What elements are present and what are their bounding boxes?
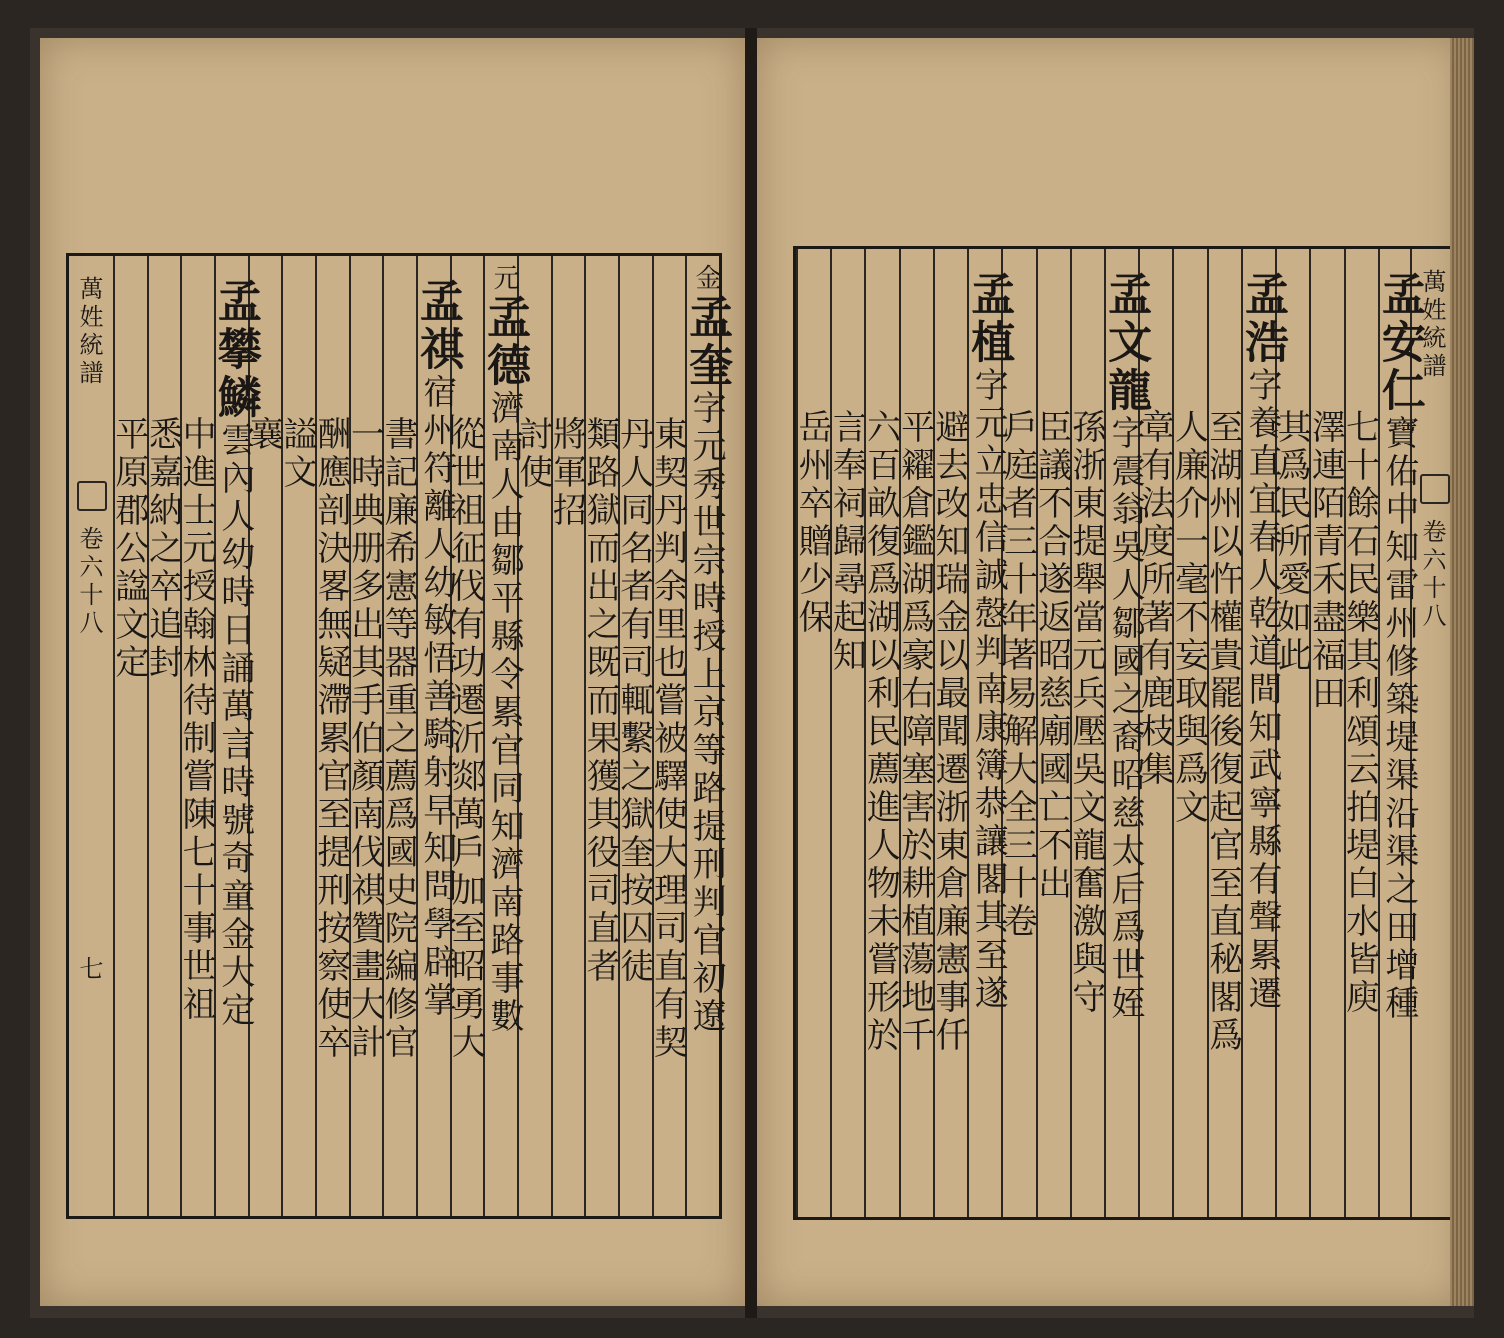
entry-text: 悉嘉納之卒追封 bbox=[142, 416, 183, 682]
entry-text: 七十餘石民樂其利頌云拍堤白水皆庾 bbox=[1339, 409, 1380, 1017]
entry-text: 從世祖征伐有功遷沂郯萬戶加至昭勇大 bbox=[445, 416, 486, 1062]
entry-text: 丹人同名者有司輒繫之獄奎按囚徒 bbox=[613, 416, 654, 986]
text-column bbox=[411, 278, 463, 1020]
text-column bbox=[1065, 409, 1106, 1017]
text-column bbox=[613, 416, 654, 986]
fishtail-mark bbox=[77, 481, 107, 511]
entry-name: 孟安仁 bbox=[1373, 271, 1425, 415]
entry-text: 臣議不合遂返昭慈廟國亡不出 bbox=[1031, 409, 1072, 903]
text-column bbox=[580, 416, 621, 986]
entry-text: 將軍招 bbox=[546, 416, 587, 530]
text-column bbox=[310, 416, 351, 1062]
text-column bbox=[176, 416, 217, 1024]
entry-text: 酬應剖決畧無疑滯累官至提刑按察使卒 bbox=[310, 416, 351, 1062]
text-column bbox=[1339, 409, 1380, 1017]
text-column bbox=[894, 409, 935, 1055]
text-column bbox=[142, 416, 183, 682]
text-column bbox=[860, 409, 901, 1055]
entry-name: 孟德 bbox=[479, 294, 531, 390]
entry-text: 襄 bbox=[243, 416, 284, 454]
entry-text: 書記廉希憲等器重之薦爲國史院編修官 bbox=[378, 416, 419, 1062]
book-gutter bbox=[745, 28, 757, 1318]
text-column bbox=[1168, 409, 1209, 827]
text-column bbox=[681, 264, 733, 1036]
right_page-margin-title: 萬姓統譜 bbox=[1418, 269, 1446, 381]
entry-name: 孟奎 bbox=[681, 294, 733, 390]
column-rule bbox=[551, 256, 553, 1216]
text-column bbox=[1305, 409, 1346, 713]
book-spread bbox=[30, 28, 1474, 1318]
entry-text: 字養直宜春人乾道間知武寧縣有聲累遷 bbox=[1242, 367, 1282, 1013]
entry-text: 謚文 bbox=[277, 416, 318, 492]
text-column bbox=[1373, 271, 1425, 1023]
entry-text: 岳州卒贈少保 bbox=[792, 409, 833, 637]
entry-text: 寶佑中知雷州修築堤渠沿渠之田增種 bbox=[1378, 415, 1419, 1023]
left_page-margin-volume: 卷六十八 bbox=[75, 526, 103, 638]
entry-text: 至湖州以忤權貴罷後復起官至直秘閣爲 bbox=[1202, 409, 1243, 1055]
text-column bbox=[647, 416, 688, 1062]
entry-text: 章有法度所著有鹿枝集 bbox=[1134, 409, 1175, 789]
column-rule bbox=[830, 249, 832, 1217]
entry-text: 討使 bbox=[512, 416, 553, 492]
right_page-margin-volume: 卷六十八 bbox=[1418, 519, 1446, 631]
entry-text: 孫浙東提舉當元兵壓吳文龍奮激與守 bbox=[1065, 409, 1106, 1017]
entry-text: 東契丹判余里也嘗被驛使大理司直有契 bbox=[647, 416, 688, 1062]
entry-text: 其爲民所愛如此 bbox=[1271, 409, 1312, 675]
right-frame bbox=[793, 246, 1459, 1220]
entry-text: 中進士元授翰林待制嘗陳七十事世祖 bbox=[176, 416, 217, 1024]
entry-text: 言奉祠歸尋起知 bbox=[826, 409, 867, 675]
entry-name: 孟浩 bbox=[1237, 271, 1288, 367]
entry-text: 類路獄而出之既而果獲其役司直者 bbox=[580, 416, 621, 986]
left_page-margin-strip bbox=[69, 256, 115, 1216]
left-frame bbox=[66, 253, 733, 1219]
entry-name: 孟植 bbox=[963, 271, 1015, 367]
entry-text: 雲內人幼時日誦萬言時號奇童金大定 bbox=[214, 422, 255, 1030]
entry-text: 戶庭者三十年著易解大全三十卷 bbox=[997, 409, 1038, 941]
left-page bbox=[40, 38, 745, 1306]
text-column bbox=[1100, 271, 1152, 1023]
entry-text: 字元秀世宗時授上京等路提刑判官初遼 bbox=[686, 390, 727, 1036]
text-column bbox=[378, 416, 419, 1062]
entry-name: 孟文龍 bbox=[1100, 271, 1152, 415]
left_page-margin-page: 七 bbox=[75, 956, 103, 984]
column-rule bbox=[113, 256, 115, 1216]
text-column bbox=[963, 271, 1015, 1013]
entry-text: 避去改知瑞金以最聞遷浙東倉廉憲事仟 bbox=[929, 409, 969, 1055]
entry-text: 一時典册多出其手伯顏南伐祺贊畫大計 bbox=[344, 416, 385, 1062]
entry-text: 平糴倉鑑湖爲豪右障塞害於耕植蕩地千 bbox=[894, 409, 935, 1055]
text-column bbox=[209, 278, 261, 1030]
entry-text: 字震翁吳人鄒國之裔昭慈太后爲世姪 bbox=[1105, 415, 1146, 1023]
right-page bbox=[757, 38, 1462, 1306]
entry-text: 平原郡公諡文定 bbox=[108, 416, 149, 682]
text-column bbox=[1031, 409, 1072, 903]
entry-text: 濟南人由鄒平縣令累官同知濟南路事數 bbox=[484, 390, 525, 1036]
column-rule bbox=[147, 256, 149, 1216]
column-rule bbox=[796, 249, 798, 1217]
dynasty-marker: 元 bbox=[489, 264, 520, 294]
entry-text: 澤連陌青禾盡福田 bbox=[1305, 409, 1346, 713]
text-column bbox=[792, 409, 833, 637]
entry-text: 宿州符離人幼敏悟善騎射早知問學辟掌 bbox=[416, 374, 457, 1020]
text-column bbox=[546, 416, 587, 530]
text-column bbox=[826, 409, 867, 675]
fishtail-mark bbox=[1420, 474, 1450, 504]
text-column bbox=[277, 416, 318, 492]
entry-name: 孟祺 bbox=[411, 278, 463, 374]
entry-text: 六百畝復爲湖以利民薦進人物未嘗形於 bbox=[860, 409, 901, 1055]
entry-name: 孟攀鱗 bbox=[209, 278, 261, 422]
text-column bbox=[1202, 409, 1243, 1055]
text-column bbox=[1237, 271, 1288, 1013]
page-edges bbox=[1450, 38, 1474, 1306]
dynasty-marker: 金 bbox=[691, 264, 722, 294]
entry-text: 字元立忠信誠慤判南康簿恭讓閣其至遂 bbox=[968, 367, 1009, 1013]
entry-text: 人廉介一毫不妄取與爲文 bbox=[1168, 409, 1209, 827]
text-column bbox=[929, 409, 969, 1055]
left_page-margin-title: 萬姓統譜 bbox=[75, 276, 103, 388]
text-column bbox=[344, 416, 385, 1062]
column-rule bbox=[281, 256, 283, 1216]
column-rule bbox=[1309, 249, 1311, 1217]
text-column bbox=[479, 264, 531, 1036]
text-column bbox=[108, 416, 149, 682]
